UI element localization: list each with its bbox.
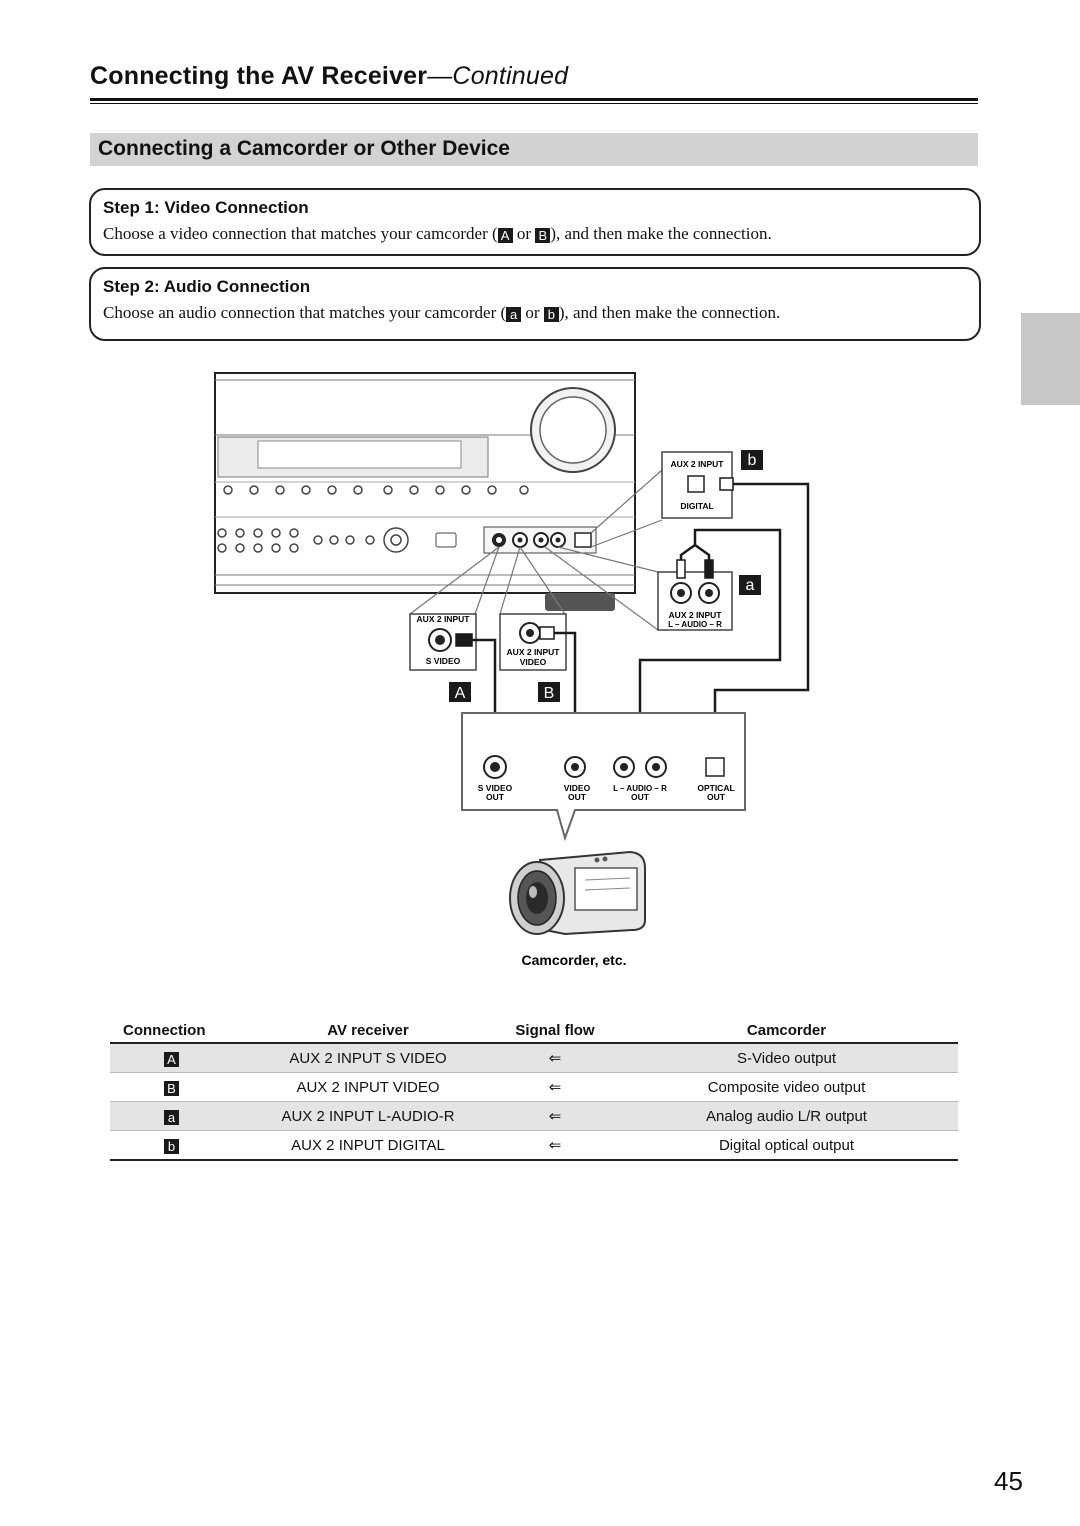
marker-b-label: b (747, 452, 757, 469)
row-receiver: AUX 2 INPUT L-AUDIO-R (241, 1102, 495, 1131)
aux-digital-bottom-label: DIGITAL (680, 501, 714, 511)
row-badge: B (164, 1081, 179, 1096)
step2-text-before: Choose an audio connection that matches your camcorder ( (103, 303, 507, 322)
step2-text-after: ), and then make the connection. (558, 303, 781, 322)
aux-svideo-bottom-label: S VIDEO (425, 656, 461, 666)
col-header-signal-flow: Signal flow (515, 1021, 595, 1039)
row-badge: a (164, 1110, 179, 1125)
badge-b: b (544, 307, 559, 322)
row-camcorder: Analog audio L/R output (615, 1102, 958, 1131)
cam-svideo-label-2: OUT (486, 792, 504, 802)
table-row (110, 1131, 958, 1161)
row-signal-flow: ⇐ (495, 1043, 615, 1073)
aux2-audio-jacks (658, 572, 732, 630)
camcorder-caption: Camcorder, etc. (521, 952, 627, 968)
table-header-row (110, 1018, 958, 1043)
aux-video-top-label: AUX 2 INPUT (506, 647, 560, 657)
cam-svideo-label-1: S VIDEO (477, 783, 513, 793)
badge-a: a (506, 307, 521, 322)
aux-digital-top-label: AUX 2 INPUT (670, 459, 724, 469)
table-row (110, 1043, 958, 1073)
cam-optical-label-1: OPTICAL (697, 783, 735, 793)
col-header-connection: Connection (123, 1021, 206, 1039)
cam-video-label-2: OUT (568, 792, 586, 802)
row-camcorder: S-Video output (615, 1043, 958, 1073)
row-receiver: AUX 2 INPUT DIGITAL (241, 1131, 495, 1161)
aux2-video-jack (500, 614, 566, 670)
aux-audio-top-label: AUX 2 INPUT (668, 610, 722, 620)
row-receiver: AUX 2 INPUT S VIDEO (241, 1043, 495, 1073)
table-row (110, 1102, 958, 1131)
aux-svideo-top-label: AUX 2 INPUT (416, 614, 470, 624)
row-camcorder: Composite video output (615, 1073, 958, 1102)
col-header-av-receiver: AV receiver (327, 1021, 409, 1039)
row-receiver: AUX 2 INPUT VIDEO (241, 1073, 495, 1102)
cam-audio-label-2: OUT (631, 792, 649, 802)
step1-title: Step 1: Video Connection (103, 198, 309, 217)
step1-text-after: ), and then make the connection. (550, 224, 772, 243)
camcorder-icon (510, 852, 645, 934)
av-receiver-front-panel (215, 373, 635, 611)
row-signal-flow: ⇐ (495, 1131, 615, 1161)
marker-A-label: A (454, 685, 466, 702)
row-camcorder: Digital optical output (615, 1131, 958, 1161)
cam-optical-label-2: OUT (707, 792, 725, 802)
section-title: Connecting a Camcorder or Other Device (98, 137, 510, 160)
step1-text-before: Choose a video connection that matches your camcorder ( (103, 224, 498, 243)
step2-title: Step 2: Audio Connection (103, 277, 311, 296)
cam-video-label-1: VIDEO (563, 783, 591, 793)
camcorder-output-panel (462, 713, 745, 838)
row-signal-flow: ⇐ (495, 1102, 615, 1131)
connection-table (110, 1018, 958, 1161)
badge-A: A (498, 228, 513, 243)
aux-video-bottom-label: VIDEO (519, 657, 547, 667)
row-badge: A (164, 1052, 179, 1067)
row-badge: b (164, 1139, 179, 1154)
page-number: 45 (994, 1466, 1023, 1496)
col-header-camcorder: Camcorder (746, 1021, 827, 1039)
row-signal-flow: ⇐ (495, 1073, 615, 1102)
aux-audio-bottom-label: L – AUDIO – R (668, 620, 722, 629)
step1-text-or: or (512, 224, 536, 243)
cam-audio-label-1: L – AUDIO – R (613, 784, 667, 793)
marker-a-label: a (745, 577, 755, 594)
header-title-main: Connecting the AV Receiver (90, 62, 428, 90)
marker-B-label: B (543, 685, 555, 702)
badge-B: B (535, 228, 550, 243)
header-title-continued: —Continued (427, 62, 569, 90)
table-row (110, 1073, 958, 1102)
step2-text-or: or (521, 303, 544, 322)
